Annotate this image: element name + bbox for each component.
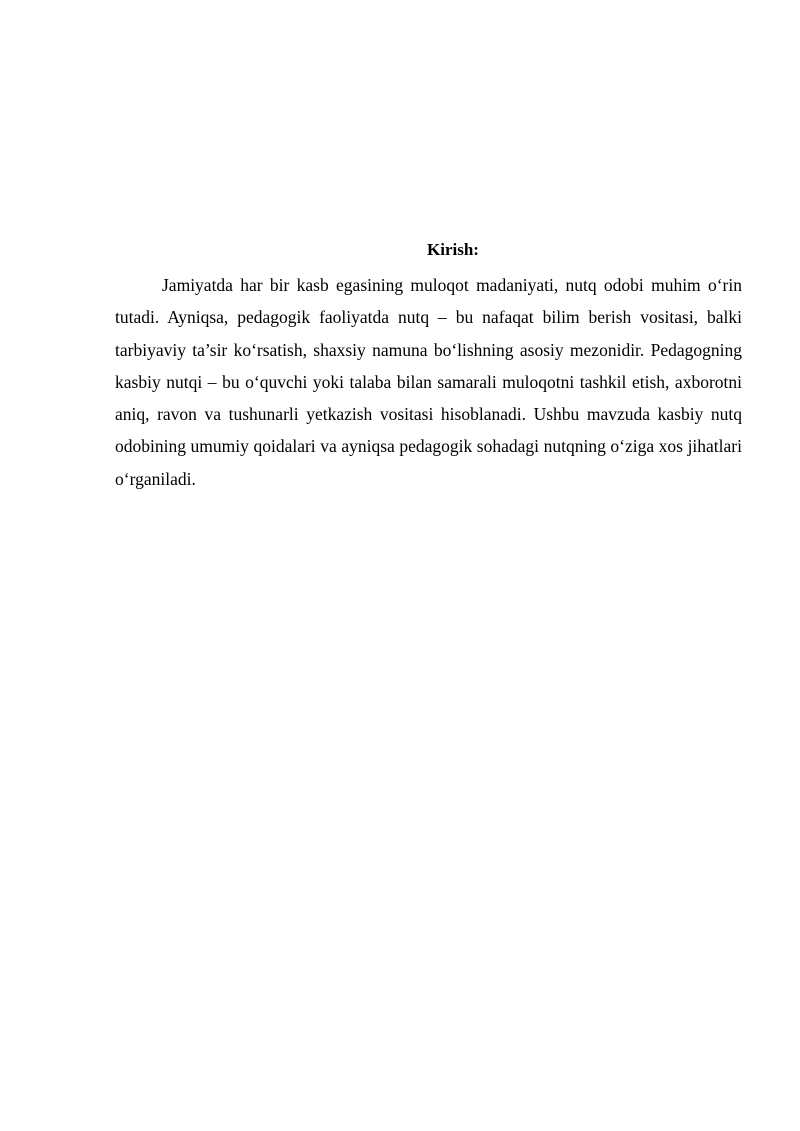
intro-paragraph: Jamiyatda har bir kasb egasining muloqot madaniyati, nutq odobi muhim o‘rin tutadi. Ayniqsa, pedagogik faoliyatda nutq – bu nafaqat bilim berish vositasi, balki tarbiyaviy ta’sir ko‘rsatish, shaxsiy namuna bo‘lishning asosiy mezonidir. Pedagogning kasbiy nutqi – bu o‘quvchi yoki talaba bilan samarali muloqotni tashkil etish, axborotni aniq, ravon va tushunarli yetkazish vositasi hisoblanadi. Ushbu mavzuda kasbiy nutq odobining umumiy qoidalari va ayniqsa pedagogik sohadagi nutqning o‘ziga xos jihatlari o‘rganiladi. bbox=[115, 275, 742, 489]
section-heading: Kirish: bbox=[427, 240, 479, 259]
